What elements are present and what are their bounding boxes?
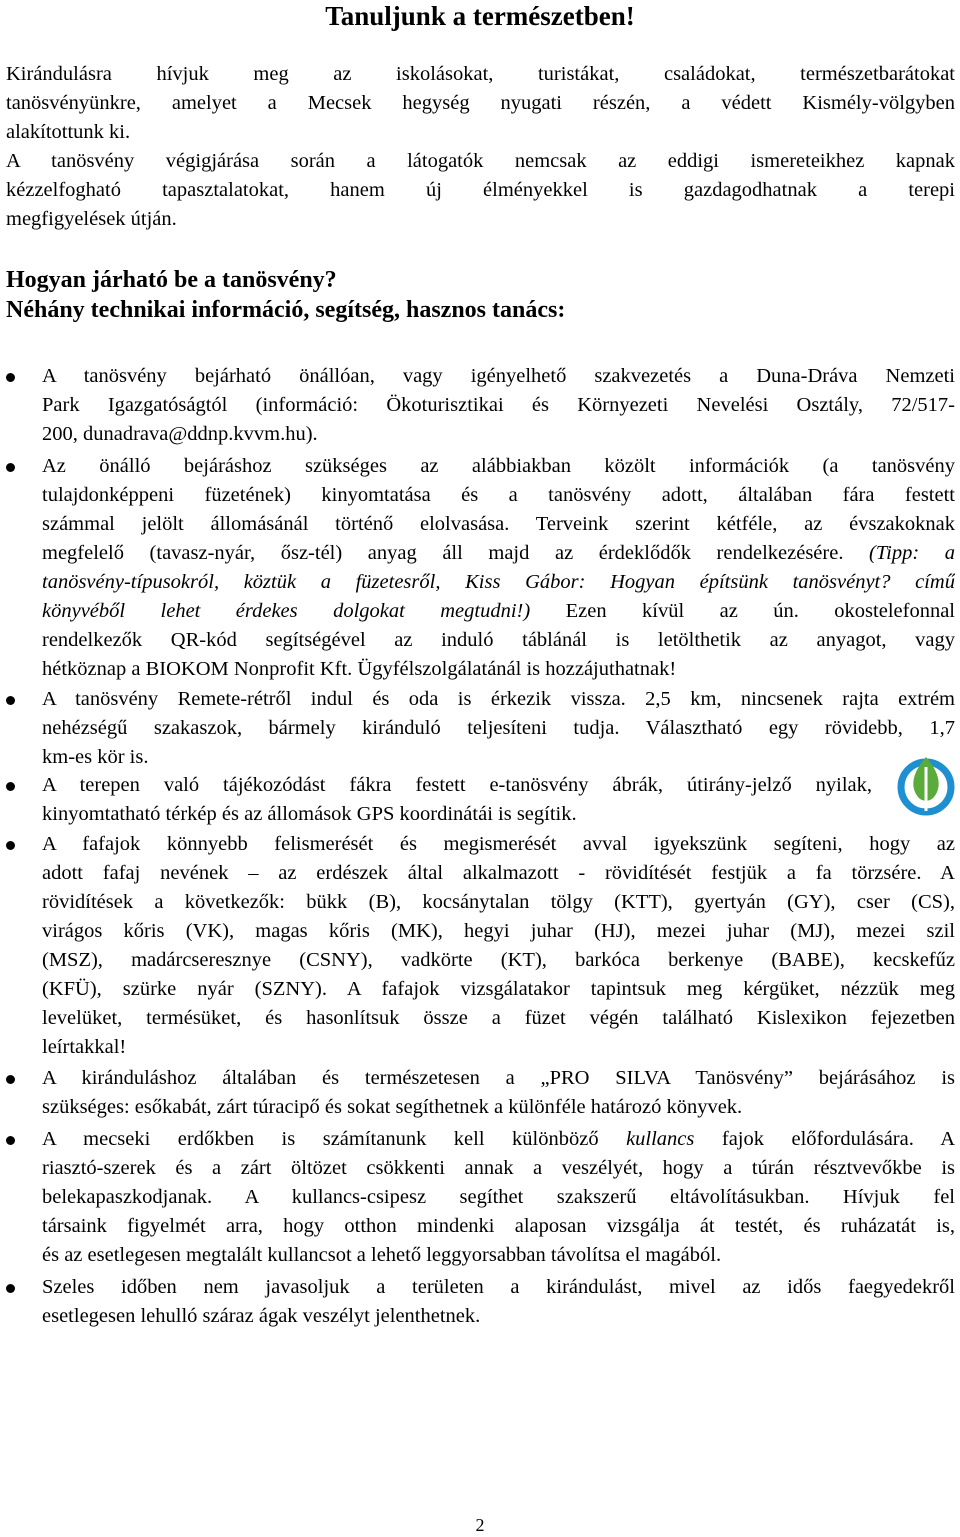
list-item-text xyxy=(42,1125,955,1270)
list-item-line: hétköznap a BIOKOM Nonprofit Kft. Ügyfélszolgálatánál is hozzájuthatnak! xyxy=(42,658,677,680)
list-item-line: Szeles időben nem javasoljuk a területen a kirándulást, mivel az idős faegyedekről xyxy=(42,1276,955,1298)
list-item-line: (KFÜ), szürke nyár (SZNY). A fafajok vizsgálatakor tapintsuk meg kérgüket, nézzük meg xyxy=(42,978,955,1000)
list-item-line: esetlegesen lehulló száraz ágak veszélyt jelenthetnek. xyxy=(42,1305,481,1327)
leaf-logo-icon xyxy=(896,753,956,817)
list-item-text xyxy=(42,362,955,449)
intro-paragraph-2 xyxy=(6,147,955,234)
list-item-line: A terepen való tájékozódást fákra festett e-tanösvény ábrák, útirány-jelző nyilak, xyxy=(42,774,872,796)
list-item-line: szükséges: esőkabát, zárt túracipő és sokat segíthetnek a különféle határozó könyvek. xyxy=(42,1096,743,1118)
list-item-line: A tanösvény Remete-rétről indul és oda is érkezik vissza. 2,5 km, nincsenek rajta extrém xyxy=(42,688,955,710)
list-item-line: virágos kőris (VK), magas kőris (MK), hegyi juhar (HJ), mezei juhar (MJ), mezei szil xyxy=(42,920,955,942)
list-item-line: levelüket, termésüket, és hasonlítsuk össze a füzet végén található Kislexikon fejezetben xyxy=(42,1007,955,1029)
page-number: 2 xyxy=(475,1515,485,1535)
intro-line: tanösvényünkre, amelyet a Mecsek hegység nyugati részén, a védett Kismély-völgyben xyxy=(6,92,955,114)
list-item-line: megfelelő (tavasz-nyár, ősz-tél) anyag áll majd az érdeklődők rendelkezésére. (Tipp: a xyxy=(42,542,955,564)
list-item-line: és az esetlegesen megtalált kullancsot a lehető leggyorsabban távolítsa el magából. xyxy=(42,1244,722,1266)
list-item-text xyxy=(42,1273,955,1331)
list-item-text xyxy=(42,830,955,1062)
bullet-dot xyxy=(6,1136,15,1145)
list-item-text xyxy=(42,1064,955,1122)
list-item-line: tanösvény-típusokról, köztük a füzetesről, Kiss Gábor: Hogyan építsünk tanösvényt? című xyxy=(42,571,955,593)
intro-line: A tanösvény végigjárása során a látogatók nemcsak az eddigi ismereteikhez kapnak xyxy=(6,150,955,172)
list-item-line: kinyomtatható térkép és az állomások GPS koordinátái is segítik. xyxy=(42,803,577,825)
list-item-line: nehézségű szakaszok, bármely kiránduló teljesíteni tudja. Választható egy rövidebb, 1,7 xyxy=(42,717,955,739)
list-item-line: A fafajok könnyebb felismerését és megismerését avval igyekszünk segíteni, hogy az xyxy=(42,833,955,855)
list-item-line: A mecseki erdőkben is számítanunk kell különböző kullancs fajok előfordulására. A xyxy=(42,1128,955,1150)
intro-line: megfigyelések útján. xyxy=(6,208,177,230)
list-item-line: leírtakkal! xyxy=(42,1036,127,1058)
list-item-line: társaink figyelmét arra, hogy otthon mindenki alaposan vizsgálja át testét, és ruházatát is, xyxy=(42,1215,955,1237)
list-item-text xyxy=(42,685,955,772)
list-item-text xyxy=(42,771,872,829)
bullet-dot xyxy=(6,841,15,850)
list-item-text xyxy=(42,452,955,684)
intro-paragraph-1 xyxy=(6,60,955,147)
bullet-dot xyxy=(6,463,15,472)
intro-line: alakítottunk ki. xyxy=(6,121,131,143)
list-item-line: Az önálló bejáráshoz szükséges az alábbiakban közölt információk (a tanösvény xyxy=(42,455,955,477)
list-item-line: A kiránduláshoz általában és természetesen a „PRO SILVA Tanösvény” bejárásához is xyxy=(42,1067,955,1089)
section-heading: Hogyan járható be a tanösvény? xyxy=(6,267,337,293)
list-item-line: Park Igazgatóságtól (információ: Ökoturisztikai és Környezeti Nevelési Osztály, 72/517- xyxy=(42,394,955,416)
intro-line: kézzelfogható tapasztalatokat, hanem új élményekkel is gazdagodhatnak a terepi xyxy=(6,179,955,201)
bullet-dot xyxy=(6,1284,15,1293)
list-item-line: számmal jelölt állomásánál történő elolvasása. Terveink szerint kétféle, az évszakoknak xyxy=(42,513,955,535)
bullet-dot xyxy=(6,782,15,791)
bullet-dot xyxy=(6,1075,15,1084)
list-item-line: adott fafaj nevének – az erdészek által alkalmazott - rövidítését festjük a fa törzsére. A xyxy=(42,862,955,884)
list-item-line: riasztó-szerek és a zárt öltözet csökkenti annak a veszélyét, hogy a túrán résztvevőkbe is xyxy=(42,1157,955,1179)
list-item-line: belekapaszkodjanak. A kullancs-csipesz segíthet szakszerű eltávolításukban. Hívjuk fel xyxy=(42,1186,955,1208)
intro-line: Kirándulásra hívjuk meg az iskolásokat, turistákat, családokat, természetbarátokat xyxy=(6,63,955,85)
bullet-dot xyxy=(6,696,15,705)
page-title: Tanuljunk a természetben! xyxy=(325,1,635,31)
section-subheading: Néhány technikai információ, segítség, hasznos tanács: xyxy=(6,297,566,323)
list-item-line: könyvéből lehet érdekes dolgokat megtudni!) Ezen kívül az ún. okostelefonnal xyxy=(42,600,955,622)
list-item-line: tulajdonképpeni füzetének) kinyomtatása és a tanösvény adott, általában fára festett xyxy=(42,484,955,506)
bullet-dot xyxy=(6,373,15,382)
list-item-line: rövidítések a következők: bükk (B), kocsánytalan tölgy (KTT), gyertyán (GY), cser (CS), xyxy=(42,891,955,913)
list-item-line: A tanösvény bejárható önállóan, vagy igényelhető szakvezetés a Duna-Dráva Nemzeti xyxy=(42,365,955,387)
list-item-line: km-es kör is. xyxy=(42,746,149,768)
list-item-line: rendelkezők QR-kód segítségével az induló táblánál is letölthetik az anyagot, vagy xyxy=(42,629,955,651)
list-item-line: (MSZ), madárcseresznye (CSNY), vadkörte (KT), barkóca berkenye (BABE), kecskefűz xyxy=(42,949,955,971)
list-item-line: 200, dunadrava@ddnp.kvvm.hu). xyxy=(42,423,318,445)
